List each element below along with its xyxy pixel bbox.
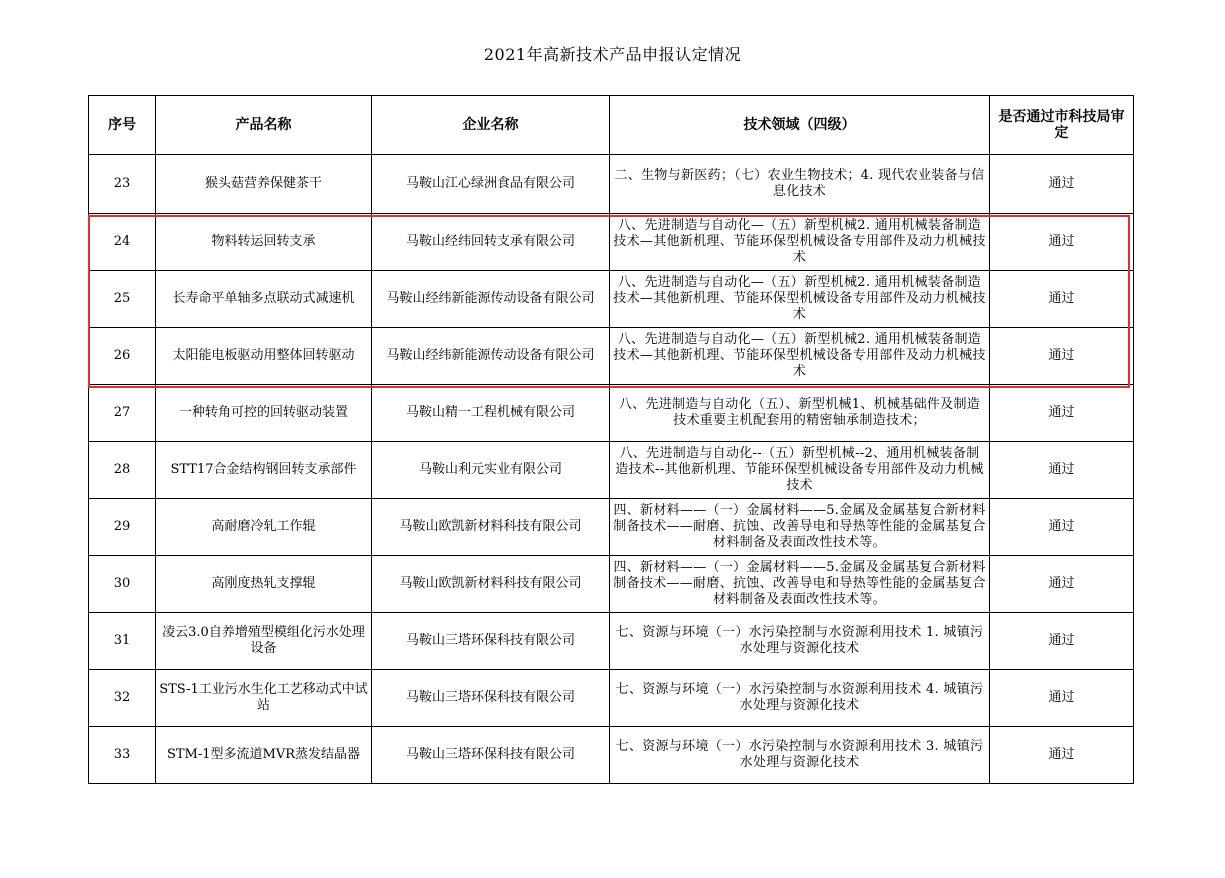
cell-no: 28 — [89, 442, 156, 499]
cell-result: 通过 — [990, 442, 1134, 499]
cell-no: 26 — [89, 328, 156, 385]
cell-company: 马鞍山经纬新能源传动设备有限公司 — [372, 271, 610, 328]
table-row — [89, 613, 1134, 670]
cell-product: 高耐磨冷轧工作辊 — [156, 499, 372, 556]
cell-product: 长寿命平单轴多点联动式减速机 — [156, 271, 372, 328]
header-result: 是否通过市科技局审定 — [990, 96, 1134, 155]
cell-domain: 四、新材料——（一）金属材料——5.金属及金属基复合新材料制备技术——耐磨、抗蚀、改善导电和导热等性能的金属基复合材料制备及表面改性技术等。 — [610, 499, 990, 556]
cell-company: 马鞍山三塔环保科技有限公司 — [372, 670, 610, 727]
table-row — [89, 214, 1134, 271]
cell-domain: 八、先进制造与自动化—（五）新型机械2. 通用机械装备制造技术—其他新机理、节能环保型机械设备专用部件及动力机械技术 — [610, 214, 990, 271]
header-domain: 技术领域（四级） — [610, 96, 990, 155]
table-row — [89, 556, 1134, 613]
cell-product: 一种转角可控的回转驱动装置 — [156, 385, 372, 442]
cell-domain: 二、生物与新医药；（七）农业生物技术；4. 现代农业装备与信息化技术 — [610, 155, 990, 214]
cell-product: STS-1工业污水生化工艺移动式中试站 — [156, 670, 372, 727]
table-row — [89, 271, 1134, 328]
cell-result: 通过 — [990, 613, 1134, 670]
cell-result: 通过 — [990, 385, 1134, 442]
cell-no: 24 — [89, 214, 156, 271]
cell-product: 物料转运回转支承 — [156, 214, 372, 271]
cell-no: 27 — [89, 385, 156, 442]
document-title: 2021年高新技术产品申报认定情况 — [483, 45, 742, 64]
table-row — [89, 727, 1134, 784]
table-row — [89, 385, 1134, 442]
cell-no: 25 — [89, 271, 156, 328]
cell-result: 通过 — [990, 556, 1134, 613]
cell-domain: 四、新材料——（一）金属材料——5.金属及金属基复合新材料制备技术——耐磨、抗蚀、改善导电和导热等性能的金属基复合材料制备及表面改性技术等。 — [610, 556, 990, 613]
cell-product: 凌云3.0自养增殖型模组化污水处理设备 — [156, 613, 372, 670]
cell-result: 通过 — [990, 155, 1134, 214]
table-row — [89, 670, 1134, 727]
cell-no: 31 — [89, 613, 156, 670]
cell-domain: 七、资源与环境（一）水污染控制与水资源利用技术 1. 城镇污水处理与资源化技术 — [610, 613, 990, 670]
cell-no: 30 — [89, 556, 156, 613]
cell-company: 马鞍山欧凯新材料科技有限公司 — [372, 499, 610, 556]
table-row — [89, 328, 1134, 385]
cell-result: 通过 — [990, 271, 1134, 328]
cell-product: STM-1型多流道MVR蒸发结晶器 — [156, 727, 372, 784]
cell-no: 33 — [89, 727, 156, 784]
cell-product: 太阳能电板驱动用整体回转驱动 — [156, 328, 372, 385]
cell-product: 高刚度热轧支撑辊 — [156, 556, 372, 613]
cell-company: 马鞍山经纬新能源传动设备有限公司 — [372, 328, 610, 385]
table-header-row — [89, 96, 1134, 155]
cell-domain: 七、资源与环境（一）水污染控制与水资源利用技术 4. 城镇污水处理与资源化技术 — [610, 670, 990, 727]
cell-company: 马鞍山三塔环保科技有限公司 — [372, 727, 610, 784]
cell-no: 29 — [89, 499, 156, 556]
cell-company: 马鞍山三塔环保科技有限公司 — [372, 613, 610, 670]
cell-domain: 八、先进制造与自动化—（五）新型机械2. 通用机械装备制造技术—其他新机理、节能环保型机械设备专用部件及动力机械技术 — [610, 328, 990, 385]
cell-product: 猴头菇营养保健茶干 — [156, 155, 372, 214]
cell-company: 马鞍山欧凯新材料科技有限公司 — [372, 556, 610, 613]
table-row — [89, 442, 1134, 499]
cell-result: 通过 — [990, 328, 1134, 385]
cell-domain: 八、先进制造与自动化--（五）新型机械--2、通用机械装备制造技术--其他新机理、节能环保型机械设备专用部件及动力机械技术 — [610, 442, 990, 499]
header-no: 序号 — [89, 96, 156, 155]
cell-domain: 七、资源与环境（一）水污染控制与水资源利用技术 3. 城镇污水处理与资源化技术 — [610, 727, 990, 784]
cell-company: 马鞍山经纬回转支承有限公司 — [372, 214, 610, 271]
cell-result: 通过 — [990, 214, 1134, 271]
cell-company: 马鞍山精一工程机械有限公司 — [372, 385, 610, 442]
cell-domain: 八、先进制造与自动化（五）、新型机械1、机械基础件及制造技术重要主机配套用的精密轴承制造技术； — [610, 385, 990, 442]
table-row — [89, 155, 1134, 214]
cell-company: 马鞍山江心绿洲食品有限公司 — [372, 155, 610, 214]
cell-no: 32 — [89, 670, 156, 727]
product-table — [88, 95, 1134, 784]
cell-product: STT17合金结构钢回转支承部件 — [156, 442, 372, 499]
cell-no: 23 — [89, 155, 156, 214]
cell-result: 通过 — [990, 670, 1134, 727]
cell-domain: 八、先进制造与自动化—（五）新型机械2. 通用机械装备制造技术—其他新机理、节能环保型机械设备专用部件及动力机械技术 — [610, 271, 990, 328]
cell-company: 马鞍山利元实业有限公司 — [372, 442, 610, 499]
table-row — [89, 499, 1134, 556]
cell-result: 通过 — [990, 499, 1134, 556]
header-product: 产品名称 — [156, 96, 372, 155]
header-company: 企业名称 — [372, 96, 610, 155]
cell-result: 通过 — [990, 727, 1134, 784]
